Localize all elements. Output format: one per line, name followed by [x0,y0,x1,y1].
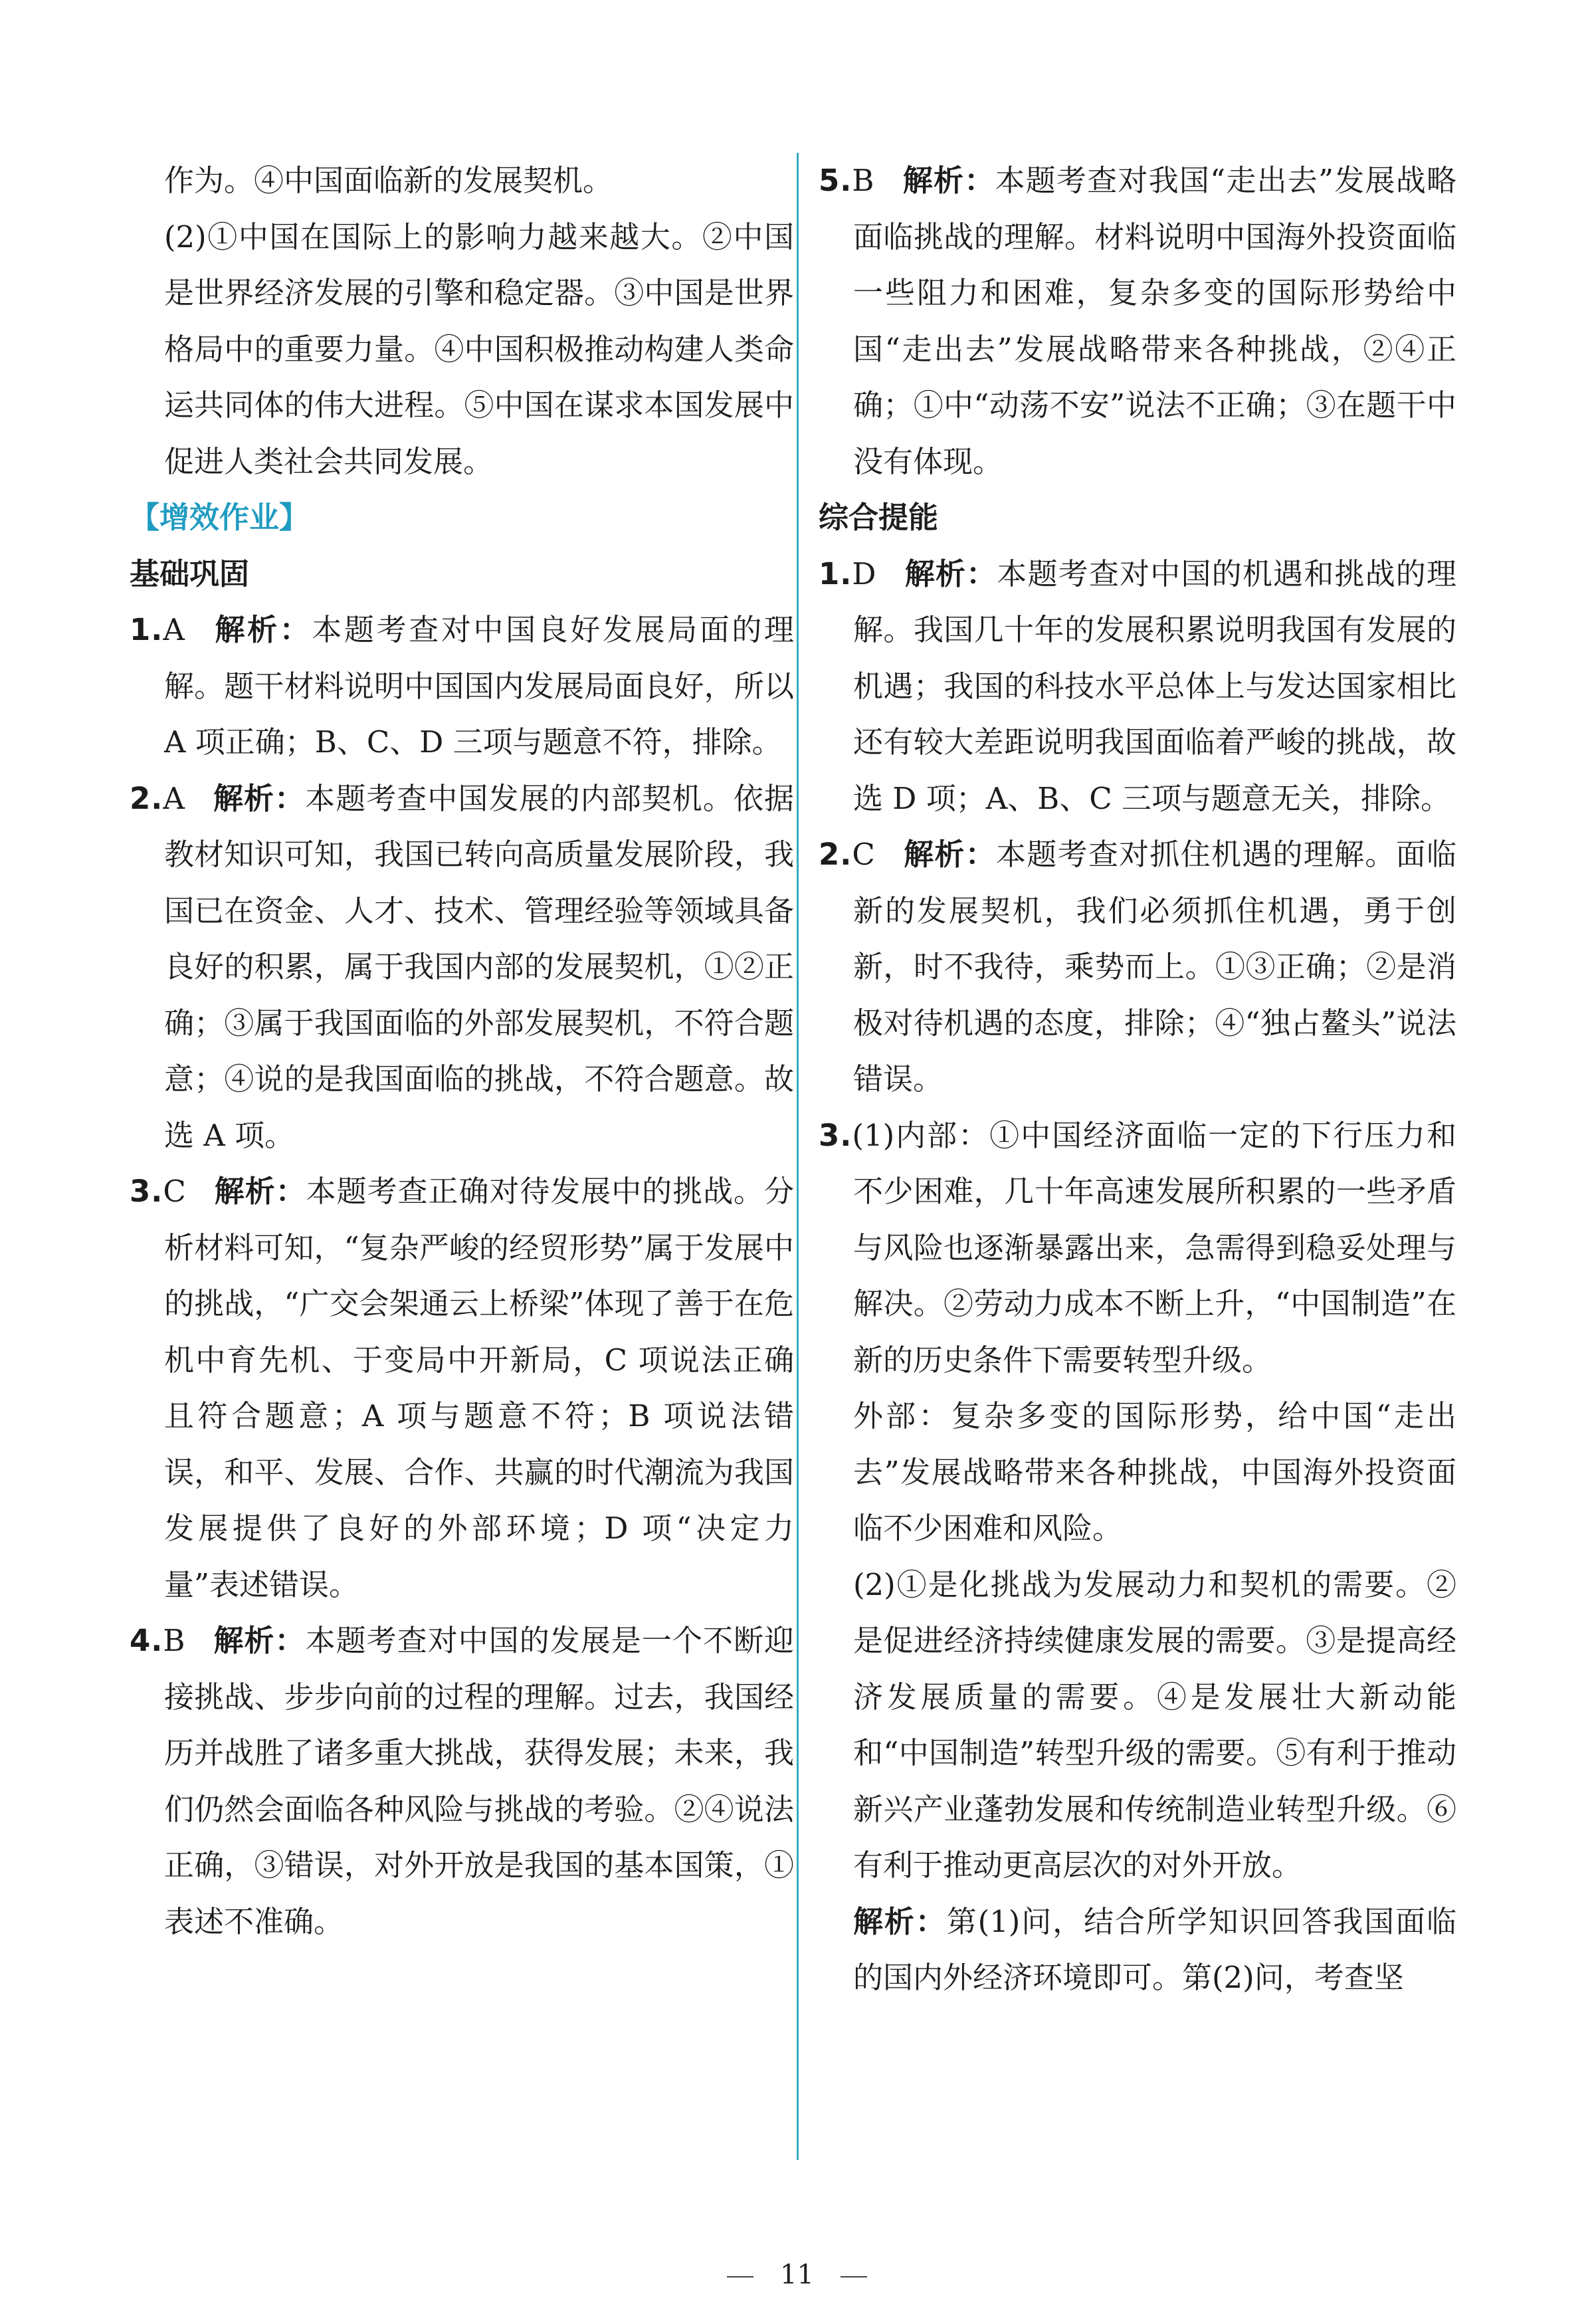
analysis-label: 解析： [902,163,995,198]
analysis-text: 本题考查对抓住机遇的理解。面临新的发展契机，我们必须抓住机遇，勇于创新，时不我待，乘势而上。①③正确；②是消极对待机遇的态度，排除；④“独占鳌头”说法错误。 [853,837,1456,1097]
question-5 [819,153,1456,490]
footer-dash-left [727,2276,753,2277]
analysis-label: 解析： [213,1174,306,1209]
answer-letter: A [163,780,185,816]
question-number: 1. [819,556,852,591]
answer-text: (1)内部：①中国经济面临一定的下行压力和不少困难，几十年高速发展所积累的一些矛盾与风险也逐渐暴露出来，急需得到稳妥处理与解决。②劳动力成本不断上升，“中国制造”在新的历史条件下需要转型升级。 [852,1117,1456,1378]
analysis-label: 解析： [853,1903,947,1939]
analysis-text: 本题考查中国发展的内部契机。依据教材知识可知，我国已转向高质量发展阶段，我国已在资金、人才、技术、管理经验等领域具备良好的积累，属于我国内部的发展契机，①②正确；③属于我国面临的外部发展契机，不符合题意；④说的是我国面临的挑战，不符合题意。故选 A 项。 [164,780,794,1153]
right-column [819,153,1456,2006]
answer-letter: B [852,163,874,198]
question-number: 3. [819,1117,852,1153]
section-heading: 【增效作业】 [130,500,310,535]
continued-text: 作为。④中国面临新的发展契机。 [164,163,613,198]
analysis-label: 解析： [902,837,996,872]
analysis-paragraph [819,1894,1456,2006]
question-number: 2. [819,837,852,872]
analysis-text: 本题考查对我国“走出去”发展战略面临挑战的理解。材料说明中国海外投资面临一些阻力和困难，复杂多变的国际形势给中国“走出去”发展战略带来各种挑战，②④正确；①中“动荡不安”说法不正确；③在题干中没有体现。 [853,163,1456,479]
analysis-label: 解析： [212,612,312,647]
subsection-basic: 基础巩固 [130,556,250,591]
advanced-question-2 [819,827,1456,1108]
question-number: 4. [130,1623,163,1658]
advanced-question-1 [819,546,1456,827]
answer-letter: A [163,612,185,647]
question-3 [130,1164,794,1613]
analysis-label: 解析： [904,556,997,591]
answer-letter: B [163,1623,185,1658]
answer-external: 外部：复杂多变的国际形势，给中国“走出去”发展战略带来各种挑战，中国海外投资面临不少困难和风险。 [853,1398,1456,1546]
advanced-question-3 [819,1108,1456,1389]
question-number: 1. [130,612,163,647]
subsection-advanced: 综合提能 [819,500,939,535]
question-number: 5. [819,163,852,198]
analysis-text: 本题考查正确对待发展中的挑战。分析材料可知，“复杂严峻的经贸形势”属于发展中的挑战，“广交会架通云上桥梁”体现了善于在危机中育先机、于变局中开新局，C 项说法正确且符合题意；A 项与题意不符；B 项说法错误，和平、发展、合作、共赢的时代潮流为我国发展提供了良好的外部环境；D 项“决定力量”表述错误。 [164,1174,794,1602]
footer-dash-right [841,2276,867,2277]
analysis-label: 解析： [213,1623,306,1658]
question-2 [130,771,794,1164]
question-1 [130,602,794,771]
answer-letter: D [852,556,876,591]
question-number: 3. [130,1174,163,1209]
page-number: 11 [780,2260,814,2290]
answer-letter: C [163,1174,186,1209]
answer-letter: C [852,837,875,872]
page-number-footer [0,2260,1594,2290]
analysis-text: 本题考查对中国良好发展局面的理解。题干材料说明中国国内发展局面良好，所以 A 项正确；B、C、D 三项与题意不符，排除。 [164,612,794,760]
question-4 [130,1613,794,1950]
column-divider [797,153,799,2160]
question-number: 2. [130,780,163,816]
continued-answer-part-2: (2)①中国在国际上的影响力越来越大。②中国是世界经济发展的引擎和稳定器。③中国是世界格局中的重要力量。④中国积极推动构建人类命运共同体的伟大进程。⑤中国在谋求本国发展中促进人类社会共同发展。 [164,219,794,479]
analysis-label: 解析： [212,780,306,816]
analysis-text: 本题考查对中国的机遇和挑战的理解。我国几十年的发展积累说明我国有发展的机遇；我国的科技水平总体上与发达国家相比还有较大差距说明我国面临着严峻的挑战，故选 D 项；A、B、C 三项与题意无关，排除。 [853,556,1456,816]
analysis-text: 第(1)问，结合所学知识回答我国面临的国内外经济环境即可。第(2)问，考查坚 [853,1903,1456,1995]
analysis-text: 本题考查对中国的发展是一个不断迎接挑战、步步向前的过程的理解。过去，我国经历并战胜了诸多重大挑战，获得发展；未来，我们仍然会面临各种风险与挑战的考验。②④说法正确，③错误，对外开放是我国的基本国策，①表述不准确。 [164,1623,794,1939]
answer-part-2: (2)①是化挑战为发展动力和契机的需要。②是促进经济持续健康发展的需要。③是提高经济发展质量的需要。④是发展壮大新动能和“中国制造”转型升级的需要。⑤有利于推动新兴产业蓬勃发展和传统制造业转型升级。⑥有利于推动更高层次的对外开放。 [853,1566,1456,1883]
left-column [130,153,794,1950]
